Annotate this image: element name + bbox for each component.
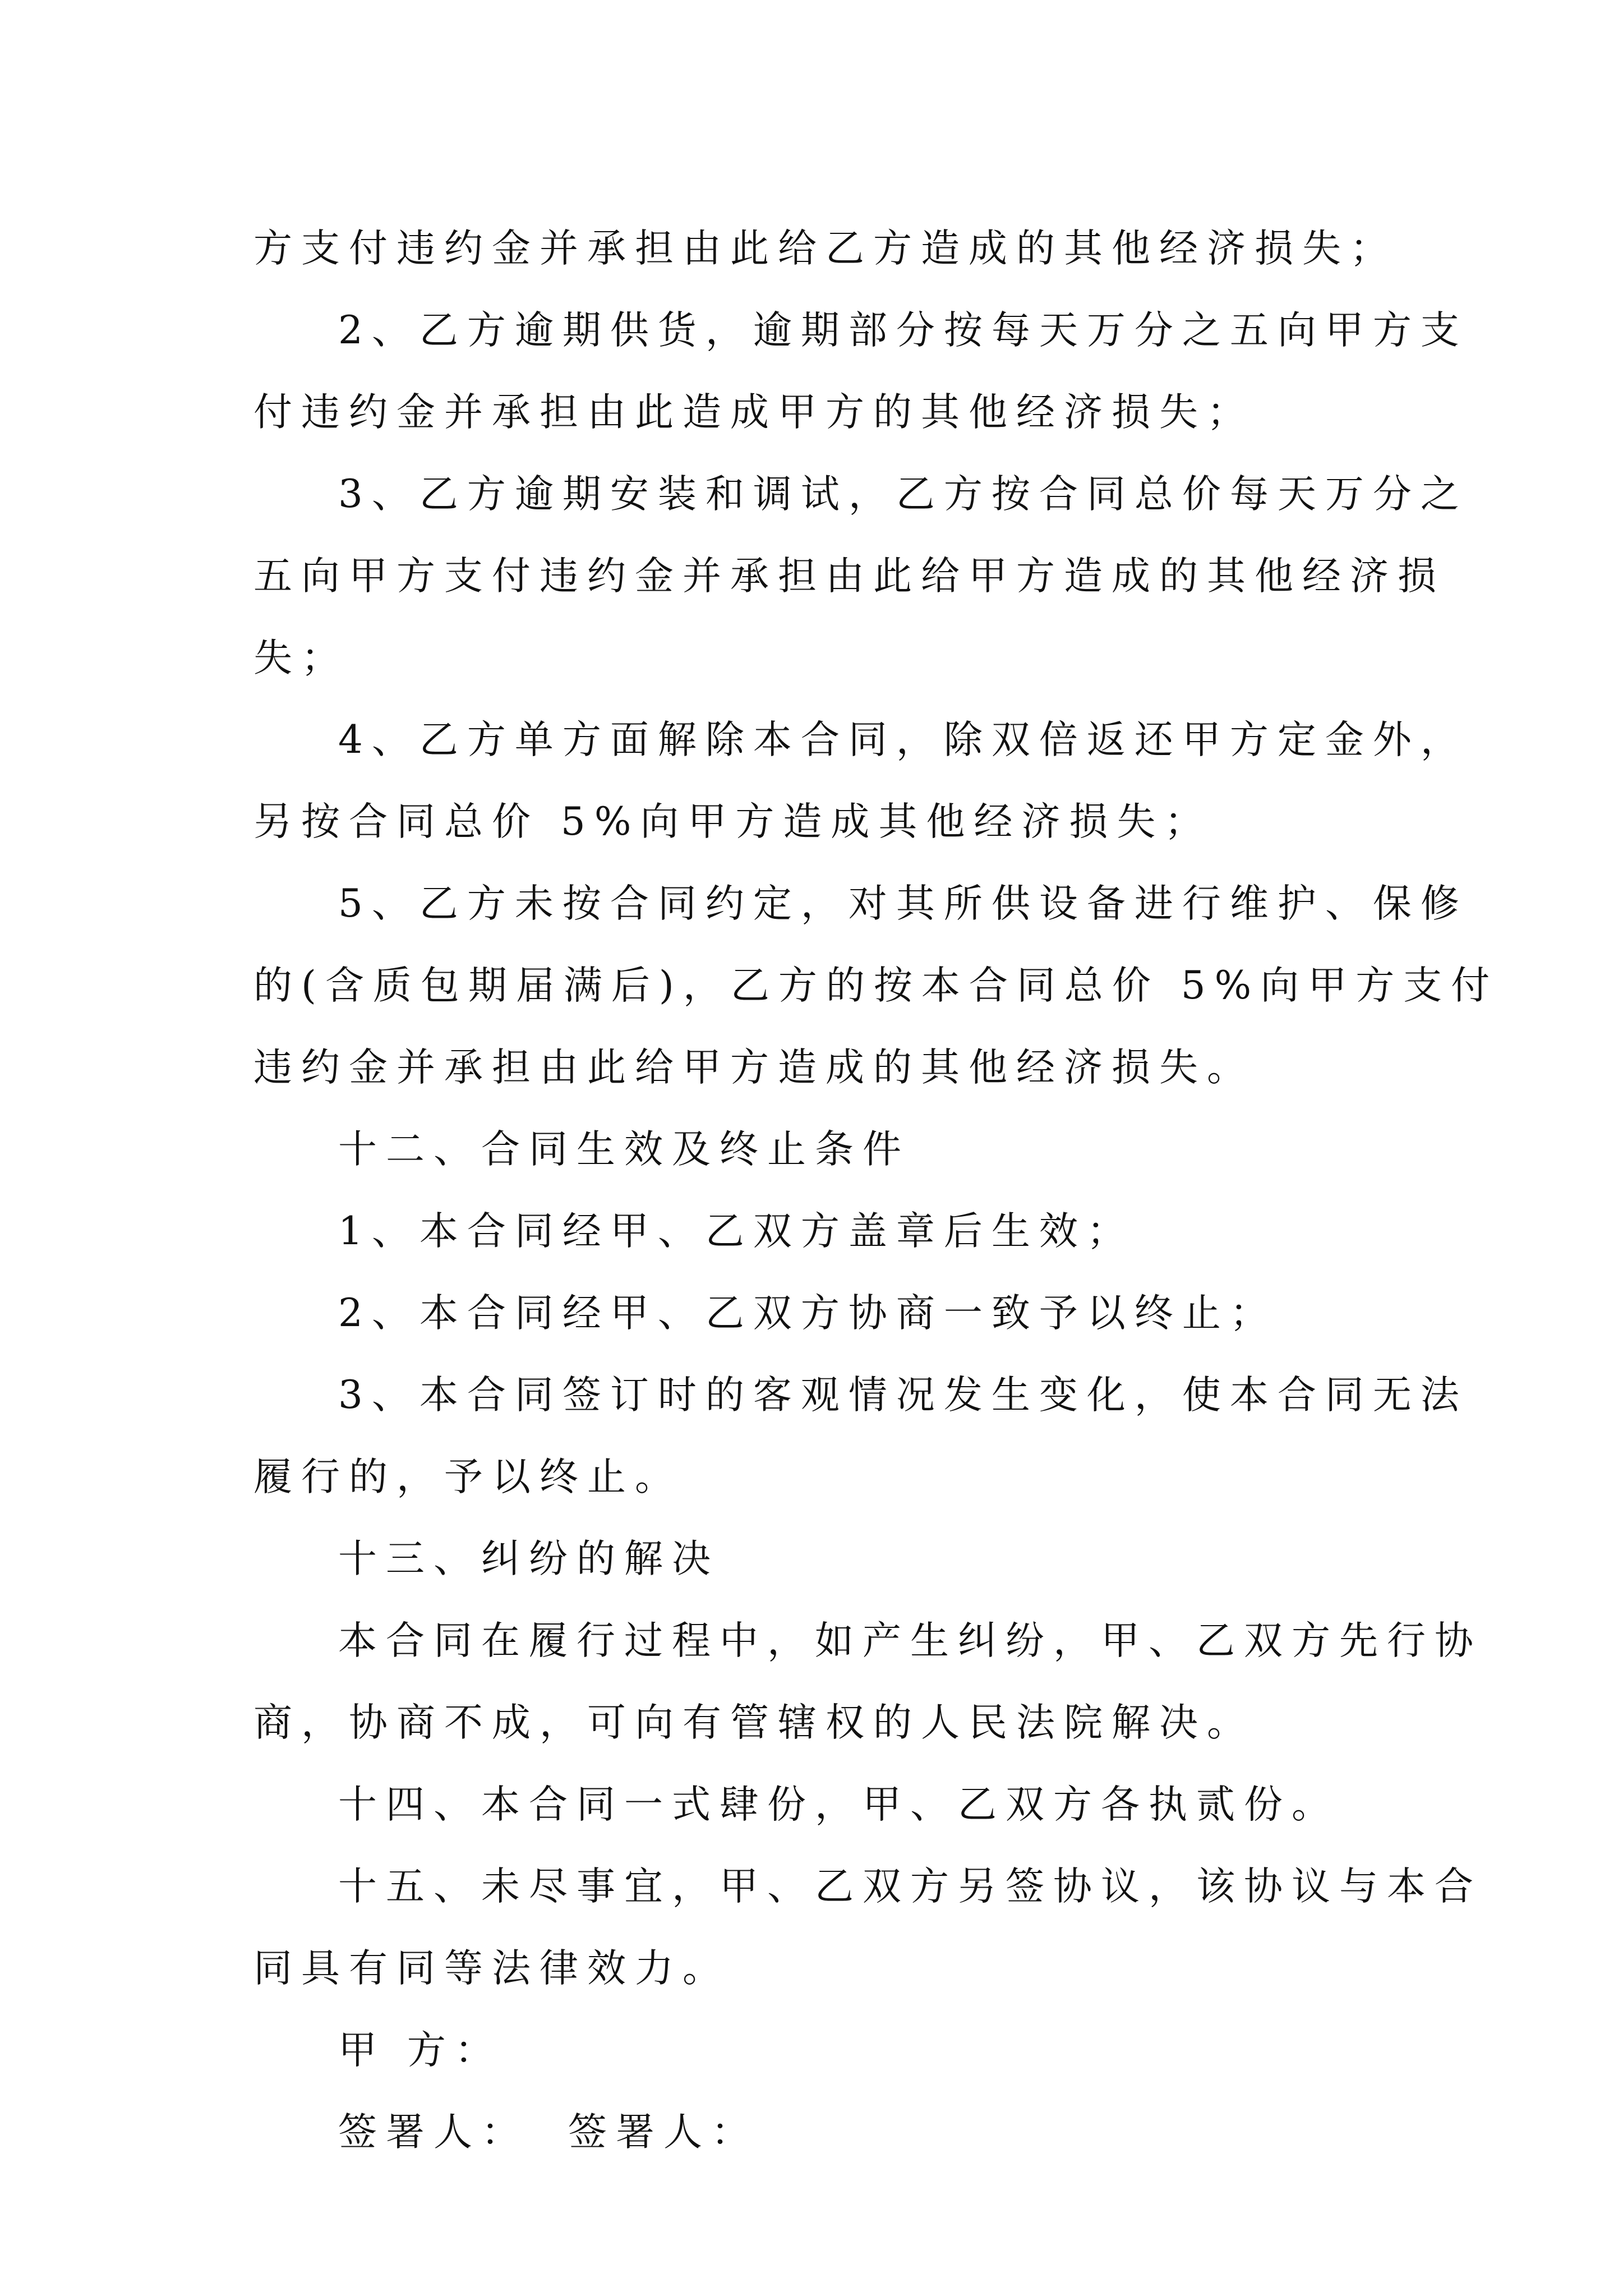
section-heading: 十五、未尽事宜，甲、乙双方另签协议，该协议与本合 bbox=[338, 1864, 1482, 1909]
signatory-label: 签署人： bbox=[338, 2110, 529, 2155]
text-line: 五向甲方支付违约金并承担由此给甲方造成的其他经济损 bbox=[253, 554, 1445, 599]
section-heading: 十三、纠纷的解决 bbox=[338, 1536, 720, 1581]
text-line: 付违约金并承担由此造成甲方的其他经济损失； bbox=[253, 390, 1255, 435]
signatory-label: 签署人： bbox=[568, 2110, 759, 2155]
text-line: 违约金并承担由此给甲方造成的其他经济损失。 bbox=[253, 1045, 1255, 1090]
clause-line: 3、乙方逾期安装和调试，乙方按合同总价每天万分之 bbox=[338, 472, 1468, 517]
clause-line: 4、乙方单方面解除本合同，除双倍返还甲方定金外， bbox=[338, 717, 1468, 762]
clause-line: 1、本合同经甲、乙双方盖章后生效； bbox=[338, 1209, 1135, 1254]
clause-line: 5、乙方未按合同约定，对其所供设备进行维护、保修 bbox=[338, 881, 1468, 926]
text-line: 失； bbox=[253, 636, 349, 680]
clause-line: 3、本合同签订时的客观情况发生变化，使本合同无法 bbox=[338, 1373, 1468, 1418]
text-line: 的(含质包期届满后)，乙方的按本合同总价 5%向甲方支付 bbox=[253, 963, 1499, 1008]
signature-line bbox=[253, 2091, 1398, 2173]
clause-line: 本合同在履行过程中，如产生纠纷，甲、乙双方先行协 bbox=[338, 1618, 1482, 1663]
clause-line: 2、乙方逾期供货，逾期部分按每天万分之五向甲方支 bbox=[338, 308, 1468, 353]
section-heading: 十二、合同生效及终止条件 bbox=[338, 1127, 910, 1172]
party-a-label: 甲 方： bbox=[338, 2028, 502, 2073]
clause-line: 2、本合同经甲、乙双方协商一致予以终止； bbox=[338, 1291, 1278, 1336]
text-line: 另按合同总价 5%向甲方造成其他经济损失； bbox=[253, 799, 1212, 844]
contract-text bbox=[253, 208, 1499, 2173]
text-line: 履行的，予以终止。 bbox=[253, 1455, 683, 1499]
section-heading: 十四、本合同一式肆份，甲、乙双方各执贰份。 bbox=[338, 1782, 1339, 1827]
text-line: 商，协商不成，可向有管辖权的人民法院解决。 bbox=[253, 1700, 1255, 1745]
text-line: 同具有同等法律效力。 bbox=[253, 1946, 730, 1991]
text-line: 方支付违约金并承担由此给乙方造成的其他经济损失； bbox=[253, 226, 1398, 271]
